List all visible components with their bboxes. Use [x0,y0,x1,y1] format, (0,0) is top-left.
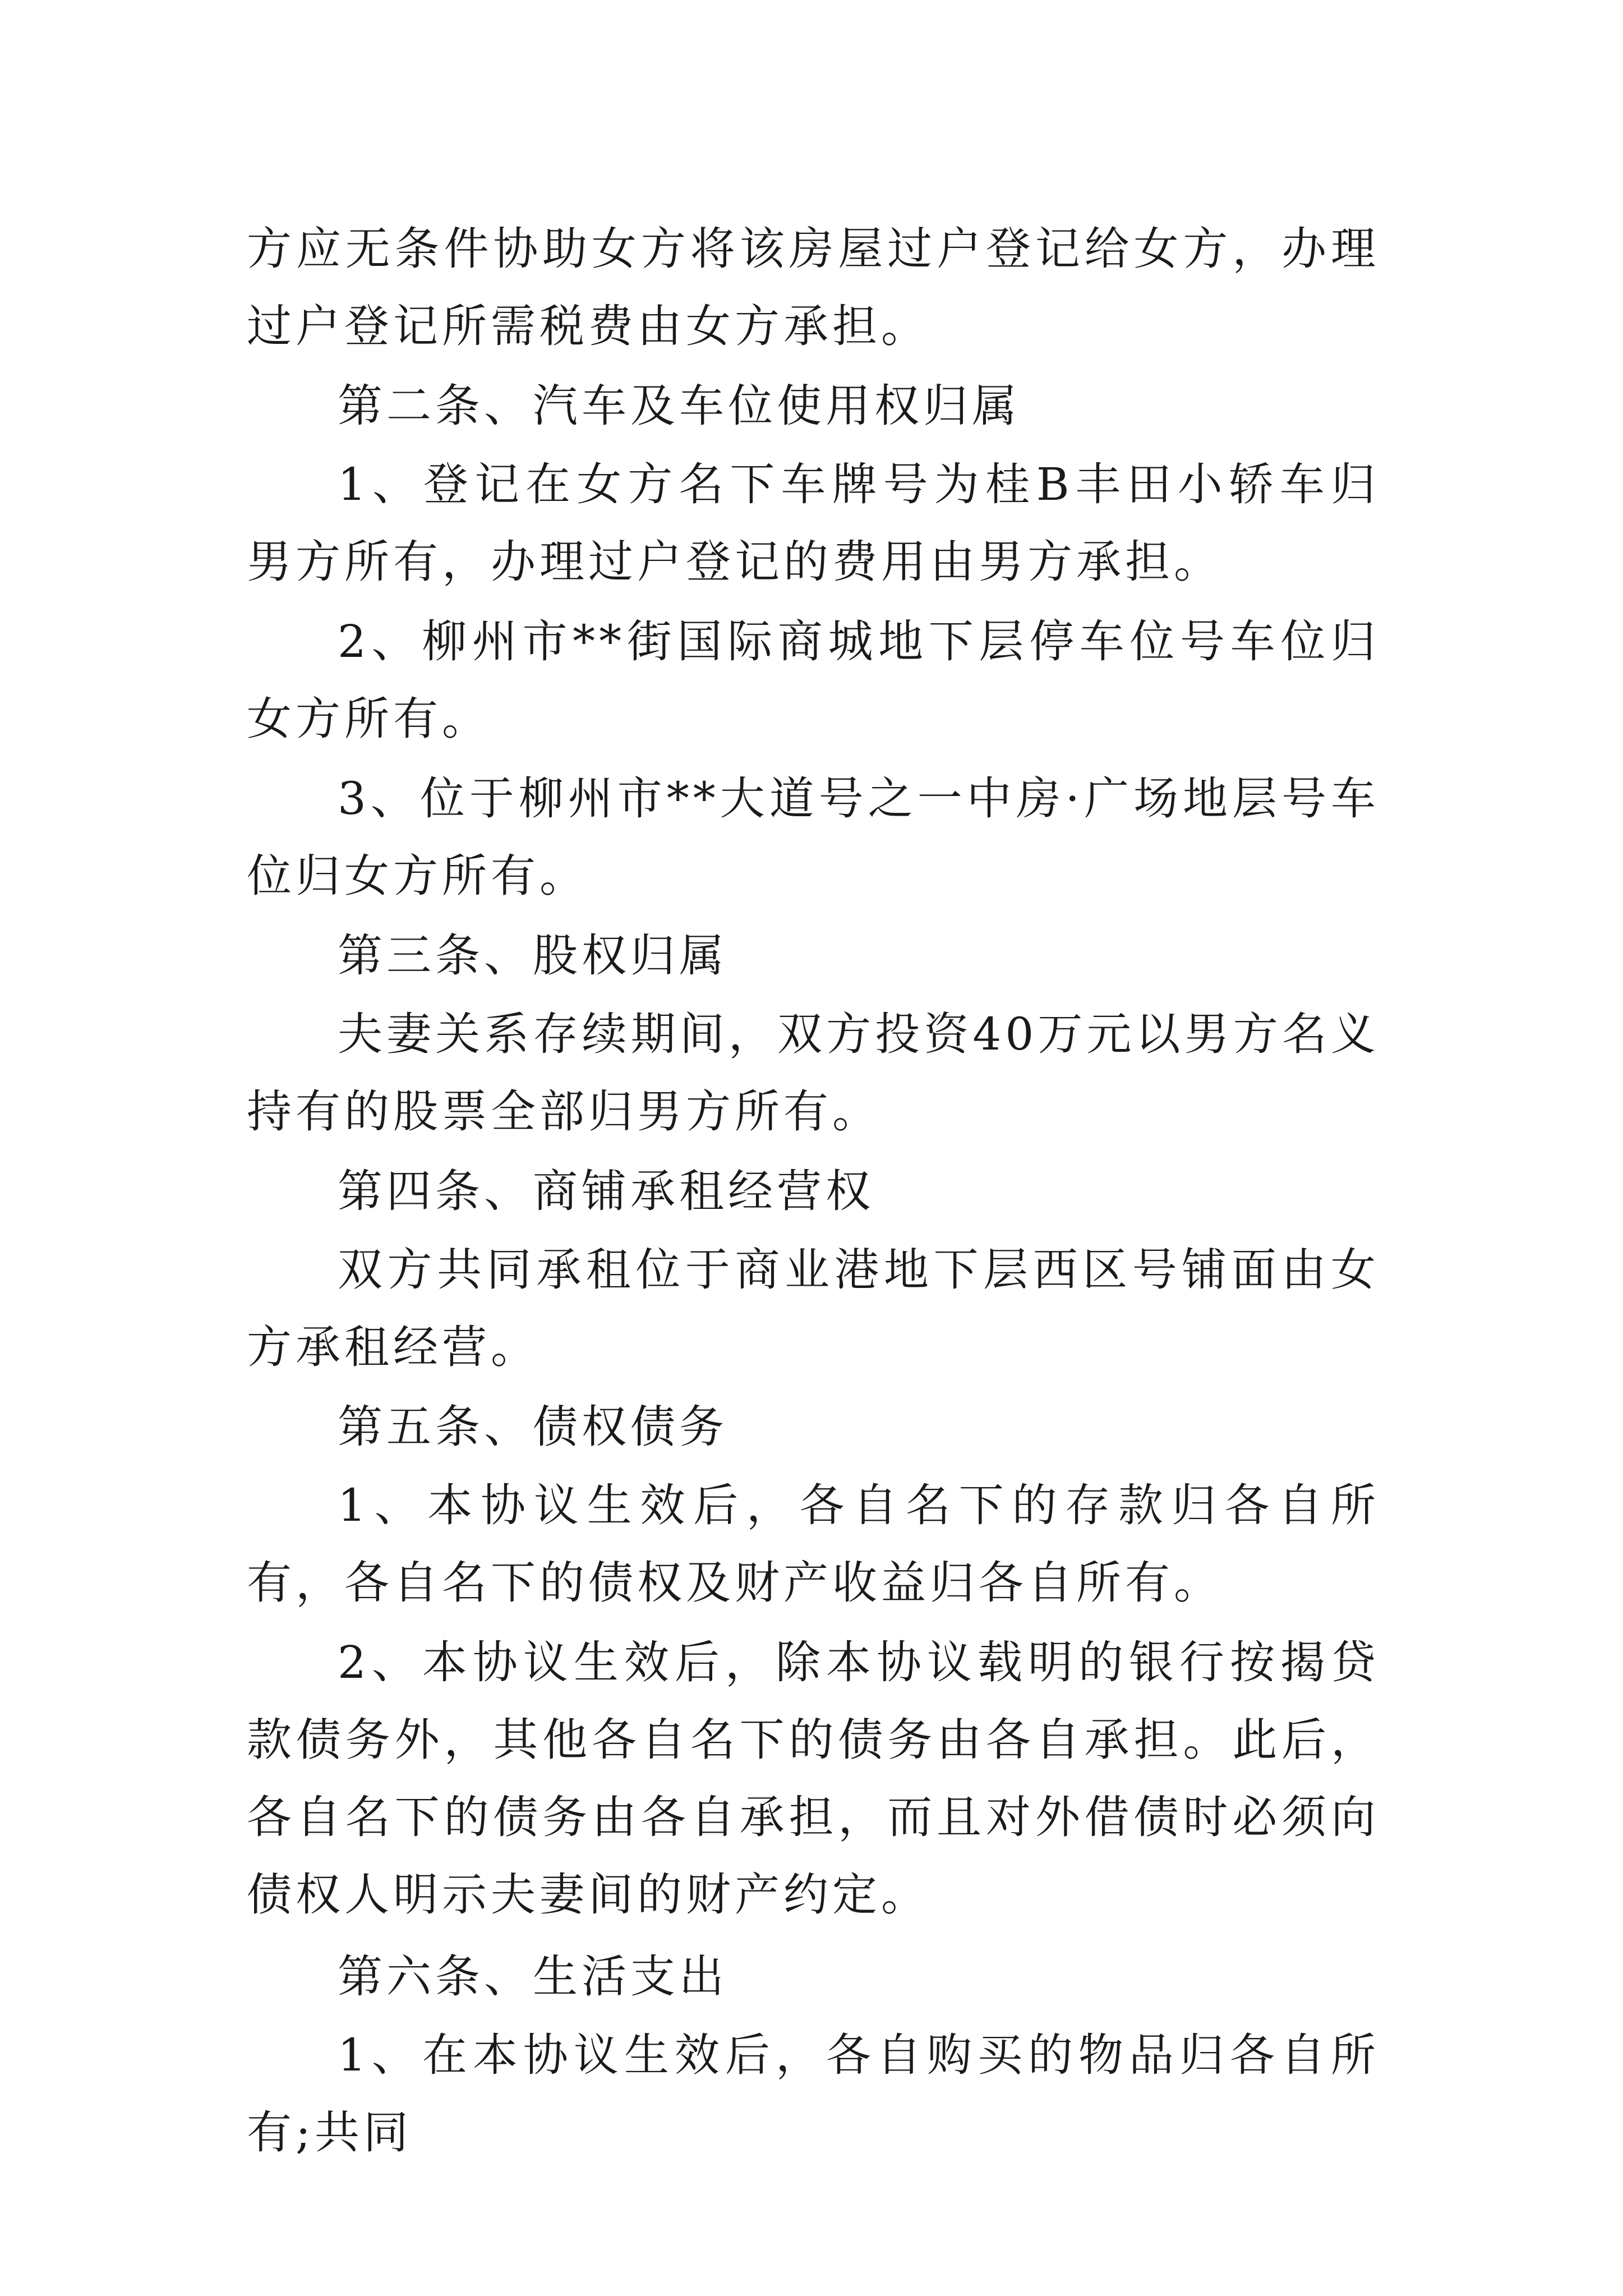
heading-article-5: 第五条、债权债务 [338,1401,728,1453]
paragraph-stock-ownership: 夫妻关系存续期间，双方投资40万元以男方名义持有的股票全部归男方所有。 [247,1008,1380,1138]
paragraph-shop-lease: 双方共同承租位于商业港地下层西区号铺面由女方承租经营。 [247,1244,1380,1373]
heading-article-2: 第二条、汽车及车位使用权归属 [338,380,1021,432]
paragraph-deposits: 1、本协议生效后，各自名下的存款归各自所有，各自名下的债权及财产收益归各自所有。 [247,1479,1380,1609]
heading-article-6: 第六条、生活支出 [338,1950,728,2003]
paragraph-debts: 2、本协议生效后，除本协议载明的银行按揭贷款债务外，其他各自名下的债务由各自承担。此后，各自名下的债务由各自承担，而且对外借债时必须向债权人明示夫妻间的财产约定。 [247,1636,1380,1921]
paragraph-parking-space-1: 2、柳州市**街国际商城地下层停车位号车位归女方所有。 [247,615,1380,745]
paragraph-living-expenses: 1、在本协议生效后，各自购买的物品归各自所有;共同 [247,2029,1380,2159]
paragraph-car-ownership: 1、登记在女方名下车牌号为桂B丰田小轿车归男方所有，办理过户登记的费用由男方承担。 [247,458,1380,588]
heading-article-3: 第三条、股权归属 [338,930,728,982]
paragraph-house-transfer: 方应无条件协助女方将该房屋过户登记给女方，办理过户登记所需税费由女方承担。 [247,223,1380,352]
paragraph-parking-space-2: 3、位于柳州市**大道号之一中房·广场地层号车位归女方所有。 [247,772,1380,902]
heading-article-4: 第四条、商铺承租经营权 [338,1165,874,1217]
